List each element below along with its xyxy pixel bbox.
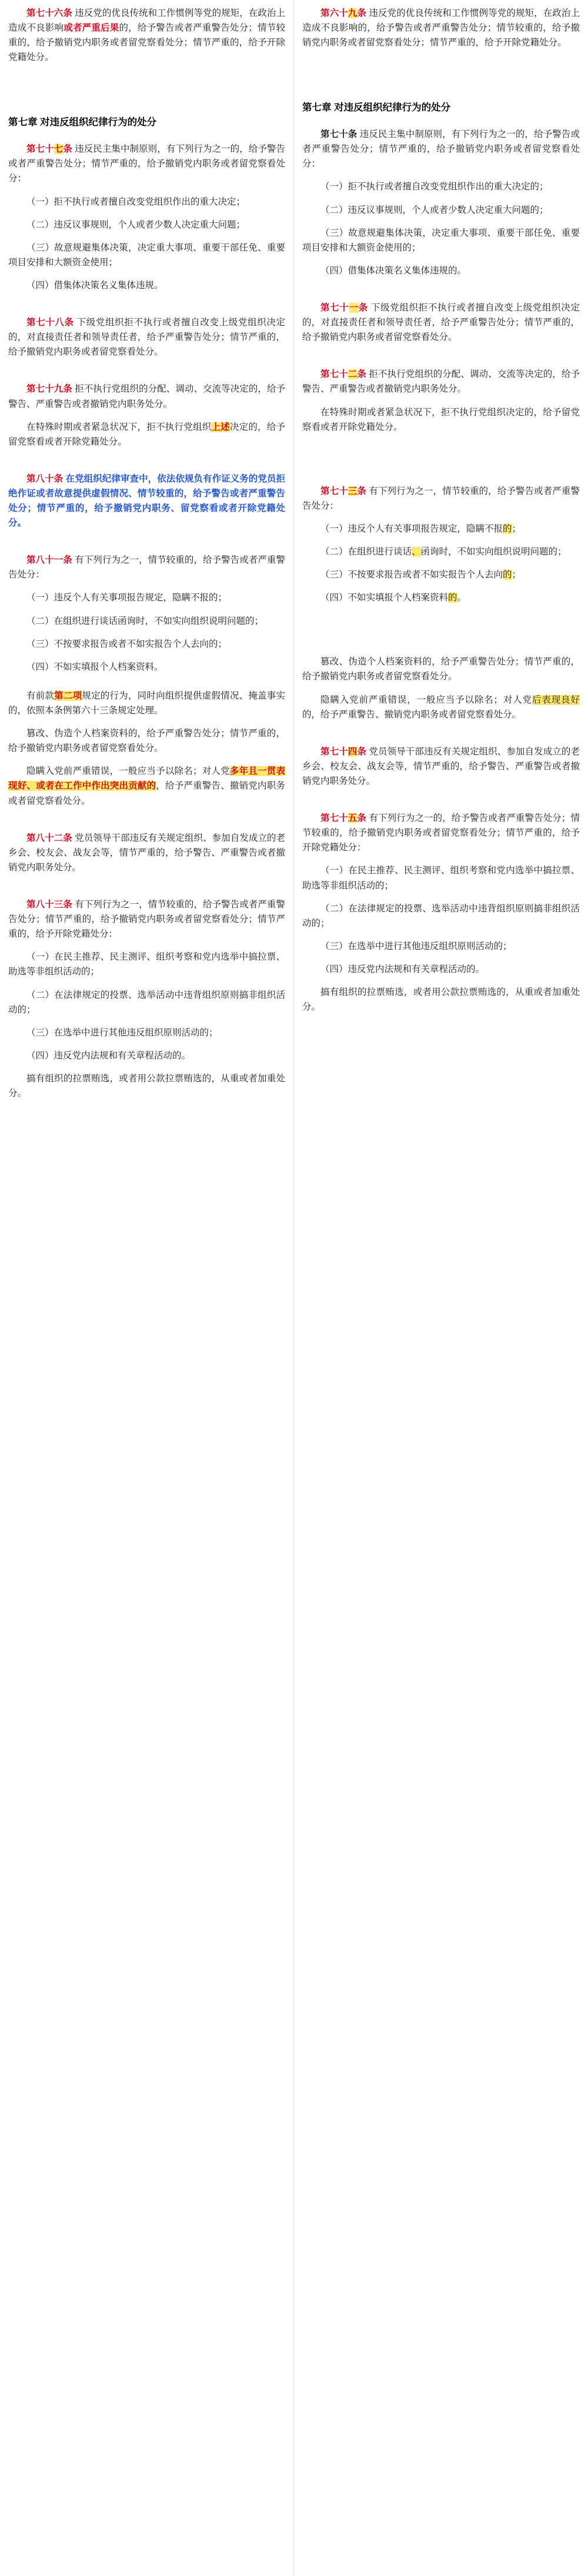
article-77-item-1: （一）拒不执行或者擅自改变党组织作出的重大决定； bbox=[26, 196, 246, 207]
column-original bbox=[294, 0, 588, 2576]
article-83-item-4: （四）违反党内法规和有关章程活动的。 bbox=[26, 1050, 191, 1061]
article-81-item-4: （四）不如实填报个人档案资料。 bbox=[26, 661, 163, 672]
spacer bbox=[302, 730, 580, 744]
chapter-7-heading: 第七章 对违反组织纪律行为的处分 bbox=[8, 117, 157, 128]
spacer bbox=[302, 58, 580, 85]
article-number: 第八十一条 bbox=[26, 555, 72, 566]
article-number: 第七十六条 bbox=[26, 8, 72, 18]
emphasis: 或者严重后果 bbox=[64, 23, 119, 34]
article-number: 第七十条 bbox=[320, 129, 358, 140]
spacer bbox=[8, 367, 285, 382]
highlight: 的 bbox=[503, 570, 512, 580]
spacer bbox=[302, 353, 580, 367]
article-number-highlight: 四 bbox=[348, 746, 358, 757]
article-75-p2: 搞有组织的拉票贿选，或者用公款拉票贿选的，从重或者加重处分。 bbox=[302, 987, 580, 1013]
article-83-item-3: （三）在选举中进行其他违反组织原则活动的； bbox=[26, 1027, 218, 1038]
spacer bbox=[8, 539, 285, 553]
spacer bbox=[302, 286, 580, 300]
spacer bbox=[8, 683, 285, 689]
article-75: 第七十五条 有下列行为之一的，给予警告或者严重警告处分；情节较重的，给予撤销党内职务或者留党察看处分；情节严重的，给予开除党籍处分： bbox=[302, 813, 580, 853]
spacer bbox=[8, 457, 285, 472]
article-73-p2: 篡改、伪造个人档案资料的，给予严重警告处分；情节严重的，给予撤销党内职务或者留党察看处分。 bbox=[302, 657, 580, 682]
article-83: 第八十三条 有下列行为之一，情节较重的，给予警告或者严重警告处分；情节严重的，给予撤销党内职务或者留党察看处分；情节严重的，给予开除党籍处分： bbox=[8, 900, 285, 940]
spacer bbox=[302, 443, 580, 484]
highlight: 的 bbox=[503, 523, 512, 534]
highlight: 第二项 bbox=[54, 690, 82, 701]
article-82: 第八十二条 党员领导干部违反有关规定组织、参加自发成立的老乡会、校友会、战友会等，情节严重的，给予警告、严重警告或者撤销党内职务处分。 bbox=[8, 833, 285, 873]
spacer bbox=[8, 73, 285, 100]
article-number: 第七十八条 bbox=[26, 318, 74, 328]
spacer bbox=[8, 883, 285, 897]
article-72: 第七十二条 拒不执行党组织的分配、调动、交流等决定的，给予警告、严重警告或者撤销党内职务处分。 bbox=[302, 369, 580, 395]
article-75-item-1: （一）在民主推荐、民主测评、组织考察和党内选举中搞拉票、助选等非组织活动的； bbox=[302, 866, 580, 891]
article-78: 第七十八条 下级党组织拒不执行或者擅自改变上级党组织决定的，对直接责任者和领导责任者，给予严重警告处分；情节严重的，给予撤销党内职务或者留党察看处分。 bbox=[8, 318, 285, 358]
article-79-p2: 在特殊时期或者紧急状况下，拒不执行党组织上述决定的，给予留党察看或者开除党籍处分。 bbox=[8, 422, 285, 447]
article-number-highlight: 二 bbox=[348, 369, 358, 380]
article-81-p2: 有前款第二项规定的行为，同时向组织提供虚假情况、掩盖事实的，依照本条例第六十三条规定处理。 bbox=[8, 690, 285, 716]
article-80: 第八十条 在党组织纪律审查中，依法依规负有作证义务的党员拒绝作证或者故意提供虚假情况、情节较重的，给予警告或者严重警告处分；情节严重的，给予撤销党内职务、留党察看或者开除党籍处分。 bbox=[8, 473, 285, 529]
highlight: 上述 bbox=[211, 422, 230, 432]
spacer bbox=[302, 797, 580, 811]
article-number: 第七十一条 bbox=[320, 302, 368, 313]
article-73-item-3: （三）不按要求报告或者不如实报告个人去向的； bbox=[320, 570, 522, 580]
article-number-highlight: 三 bbox=[348, 486, 358, 496]
article-number: 第七十三条 bbox=[320, 486, 367, 496]
article-number: 第八十二条 bbox=[26, 833, 72, 843]
article-77: 第七十七条 违反民主集中制原则，有下列行为之一的，给予警告或者严重警告处分；情节严重的，给予撤销党内职务或者留党察看处分： bbox=[8, 144, 285, 184]
article-number: 第七十九条 bbox=[26, 384, 72, 395]
article-70-item-3: （三）故意规避集体决策，决定重大事项、重要干部任免、重要项目安排和大额资金使用的； bbox=[302, 228, 580, 253]
article-81-item-1: （一）违反个人有关事项报告规定，隐瞒不报的； bbox=[26, 593, 228, 603]
article-77-item-3: （三）故意规避集体决策，决定重大事项、重要干部任免、重要项目安排和大额资金使用； bbox=[8, 242, 285, 268]
spacer bbox=[8, 301, 285, 315]
article-73-p3: 隐瞒入党前严重错误，一般应当予以除名；对人党后表现良好的，给予严重警告、撤销党内职务或者留党察看处分。 bbox=[302, 694, 580, 720]
article-70: 第七十条 违反民主集中制原则，有下列行为之一的，给予警告或者严重警告处分；情节严重的，给予撤销党内职务或者留党察看处分： bbox=[302, 129, 580, 169]
article-75-item-4: （四）违反党内法规和有关章程活动的。 bbox=[320, 964, 485, 975]
article-76: 第七十六条 违反党的优良传统和工作惯例等党的规矩，在政治上造成不良影响或者严重后果的，给予警告或者严重警告处分；情节较重的，给予撤销党内职务或者留党察看处分；情节严重的，给予开除党籍处分。 bbox=[8, 8, 285, 63]
article-72-p2: 在特殊时期或者紧急状况下，拒不执行党组织决定的，给予留党察看或者开除党籍处分。 bbox=[302, 407, 580, 432]
article-77-item-2: （二）违反议事规则，个人或者少数人决定重大问题； bbox=[26, 219, 246, 230]
article-69: 第六十九条 违反党的优良传统和工作惯例等党的规矩，在政治上造成不良影响的，给予警告或者严重警告处分；情节较重的，给予撤销党内职务或者留党察看处分；情节严重的，给予开除党籍处分。 bbox=[302, 8, 580, 48]
article-75-item-2: （二）在法律规定的投票、选举活动中违背组织原则搞非组织活动的； bbox=[302, 903, 580, 928]
article-number: 第八十条 bbox=[26, 473, 64, 484]
article-number: 第八十三条 bbox=[26, 900, 72, 910]
article-73-item-4: （四）不如实填报个人档案资料的。 bbox=[320, 593, 467, 603]
article-number: 第六十九条 bbox=[320, 8, 367, 18]
article-73-item-2: （二）在组织进行谈话、函询时，不如实向组织说明问题的； bbox=[320, 547, 567, 557]
article-70-item-2: （二）违反议事规则，个人或者少数人决定重大问题的； bbox=[320, 205, 549, 215]
article-73: 第七十三条 有下列行为之一，情节较重的，给予警告或者严重警告处分： bbox=[302, 486, 580, 511]
highlight: 的 bbox=[448, 593, 457, 603]
article-73-item-1: （一）违反个人有关事项报告规定，隐瞒不报的； bbox=[320, 523, 522, 534]
spacer bbox=[302, 613, 580, 654]
article-number: 第七十七条 bbox=[26, 144, 72, 155]
article-79: 第七十九条 拒不执行党组织的分配、调动、交流等决定的，给予警告、严重警告或者撤销党内职务处分。 bbox=[8, 384, 285, 409]
highlight: 、 bbox=[412, 547, 421, 557]
article-number-highlight: 五 bbox=[348, 813, 358, 824]
article-81: 第八十一条 有下列行为之一，情节较重的，给予警告或者严重警告处分： bbox=[8, 555, 285, 580]
highlight: 多年且一贯表现好、或者在工作中作出突出贡献的 bbox=[8, 766, 285, 791]
highlight: 后表现 bbox=[532, 694, 562, 705]
chapter-7-heading: 第七章 对违反组织纪律行为的处分 bbox=[302, 102, 451, 113]
article-number-highlight: 一 bbox=[349, 302, 359, 313]
article-71: 第七十一条 下级党组织拒不执行或者擅自改变上级党组织决定的，对直接责任者和领导责任者，给予严重警告处分；情节严重的，给予撤销党内职务或者留党察看处分。 bbox=[302, 302, 580, 343]
article-81-p4: 隐瞒入党前严重错误，一般应当予以除名；对人党多年且一贯表现好、或者在工作中作出突出贡献的，给予严重警告、撤销党内职务或者留党察看处分。 bbox=[8, 766, 285, 806]
article-number: 第七十四条 bbox=[320, 746, 367, 757]
article-75-item-3: （三）在选举中进行其他违反组织原则活动的； bbox=[320, 941, 512, 951]
article-number: 第七十二条 bbox=[320, 369, 367, 380]
article-81-item-2: （二）在组织进行谈话函询时，不如实向组织说明问题的； bbox=[26, 616, 264, 626]
article-83-item-2: （二）在法律规定的投票、选举活动中违背组织原则搞非组织活动的； bbox=[8, 990, 285, 1015]
article-number-highlight: 九 bbox=[348, 8, 358, 18]
article-number: 第七十五条 bbox=[320, 813, 367, 824]
highlight: 良好 bbox=[561, 694, 580, 705]
article-81-p3: 篡改、伪造个人档案资料的，给予严重警告处分；情节严重的，给予撤销党内职务或者留党察看处分。 bbox=[8, 729, 285, 754]
article-81-item-3: （三）不按要求报告或者不如实报告个人去向的； bbox=[26, 639, 228, 649]
article-77-item-4: （四）借集体决策名义集体违规。 bbox=[26, 280, 163, 290]
spacer bbox=[8, 817, 285, 831]
article-74: 第七十四条 党员领导干部违反有关规定组织、参加自发成立的老乡会、校友会、战友会等，情节严重的，给予警告、严重警告或者撤销党内职务处分。 bbox=[302, 746, 580, 787]
article-number-highlight: 七 bbox=[54, 144, 64, 155]
article-70-item-1: （一）拒不执行或者擅自改变党组织作出的重大决定的； bbox=[320, 182, 549, 192]
article-83-p2: 搞有组织的拉票贿选，或者用公款拉票贿选的，从重或者加重处分。 bbox=[8, 1074, 285, 1099]
article-83-item-1: （一）在民主推荐、民主测评、组织考察和党内选举中搞拉票、助选等非组织活动的； bbox=[8, 952, 285, 977]
article-70-item-4: （四）借集体决策名义集体违规的。 bbox=[320, 265, 467, 276]
